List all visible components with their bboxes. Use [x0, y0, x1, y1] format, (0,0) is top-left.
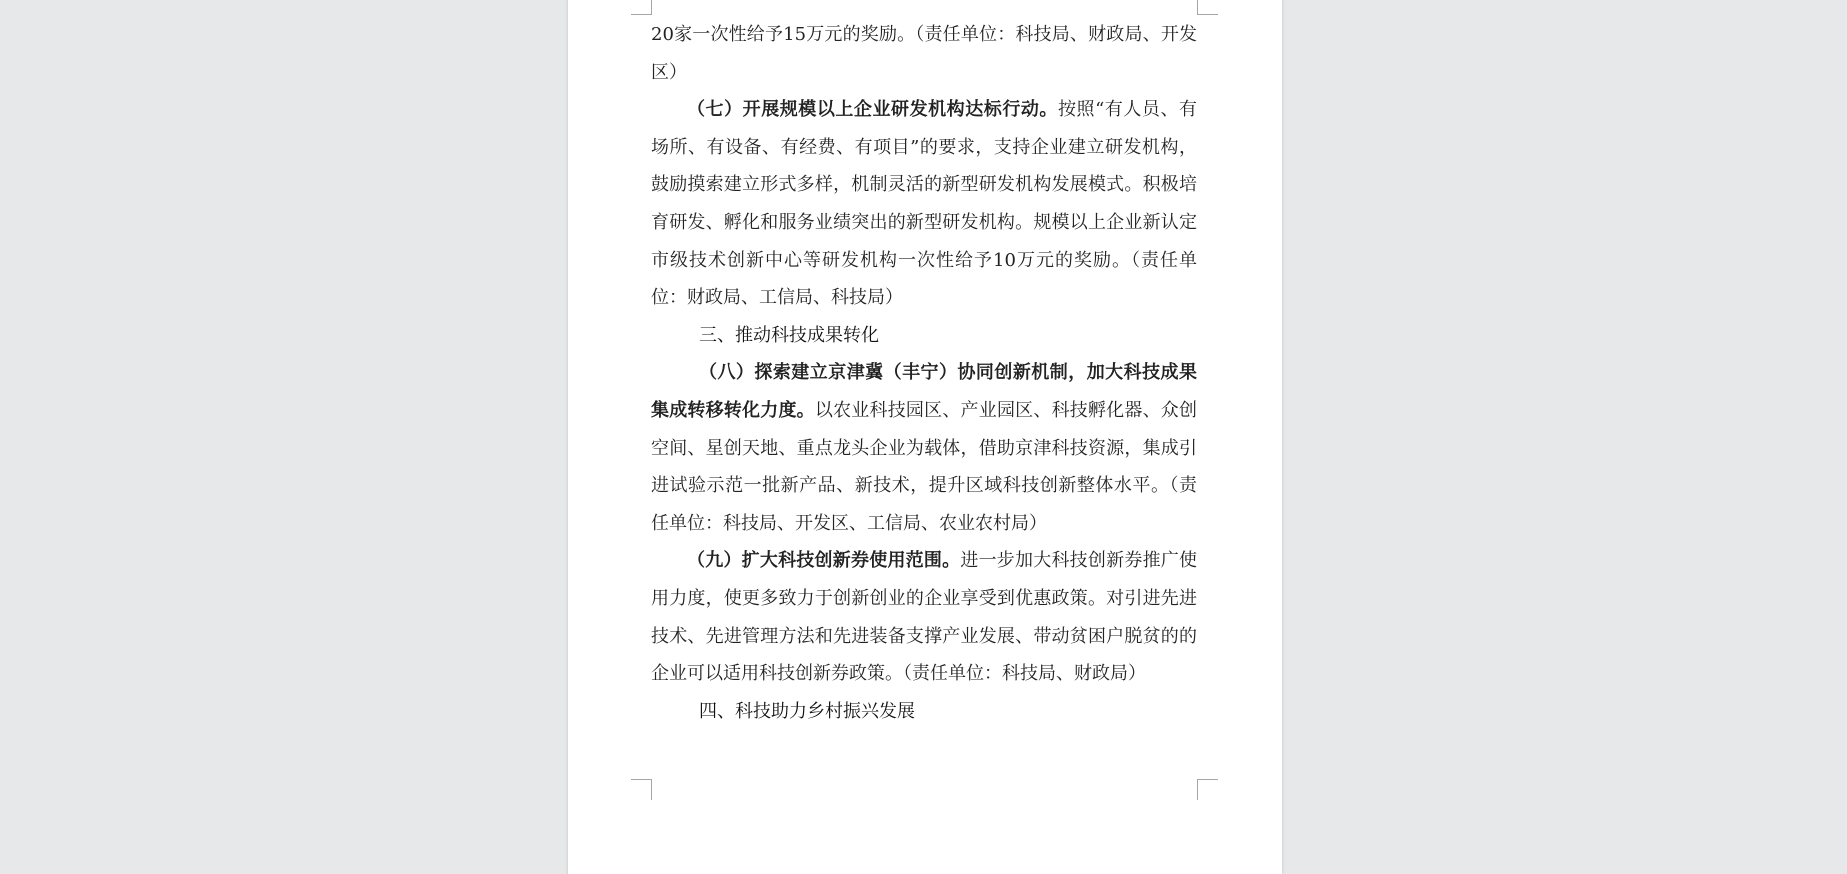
- paragraph-seven: [651, 91, 1197, 317]
- section-heading-four: 四、科技助力乡村振兴发展: [699, 700, 915, 722]
- paragraph-text: 按照“有人员、有场所、有设备、有经费、有项目”的要求，支持企业建立研发机构，鼓励摸索建立形式多样，机制灵活的新型研发机构发展模式。积极培育研发、孵化和服务业绩突出的新型研发机构。规模以上企业新认定市级技术创新中心等研发机构一次性给予10万元的奖励。（责任单位：财政局、工信局、科技局）: [651, 99, 1198, 309]
- document-body: [651, 16, 1197, 730]
- bottom-left-margin-mark: [631, 779, 652, 800]
- paragraph-text: 以农业科技园区、产业园区、科技孵化器、众创空间、星创天地、重点龙头企业为载体，借助京津科技资源，集成引进试验示范一批新产品、新技术，提升区域科技创新整体水平。（责任单位：科技局、开发区、工信局、农业农村局）: [651, 399, 1198, 534]
- top-right-margin-mark: [1197, 0, 1218, 15]
- paragraph-text: 进一步加大科技创新券推广使用力度，使更多致力于创新创业的企业享受到优惠政策。对引进先进技术、先进管理方法和先进装备支撑产业发展、带动贫困户脱贫的的企业可以适用科技创新券政策。（责任单位：科技局、财政局）: [651, 550, 1198, 685]
- section-heading-three: 三、推动科技成果转化: [699, 324, 879, 346]
- paragraph-heading: （九）扩大科技创新券使用范围。: [687, 550, 961, 572]
- paragraph-continued: [651, 16, 1197, 91]
- paragraph-heading: （八）探索建立京津冀（丰宁）协同创新机制，加大科技成果集成转移转化力度。: [651, 362, 1197, 421]
- top-left-margin-mark: [631, 0, 652, 15]
- paragraph-eight: [651, 354, 1197, 542]
- paragraph-nine: [651, 542, 1197, 692]
- paragraph-heading: （七）开展规模以上企业研发机构达标行动。: [687, 99, 1058, 121]
- paragraph-text: 20家一次性给予15万元的奖励。（责任单位：科技局、财政局、开发区）: [651, 24, 1197, 83]
- bottom-right-margin-mark: [1197, 779, 1218, 800]
